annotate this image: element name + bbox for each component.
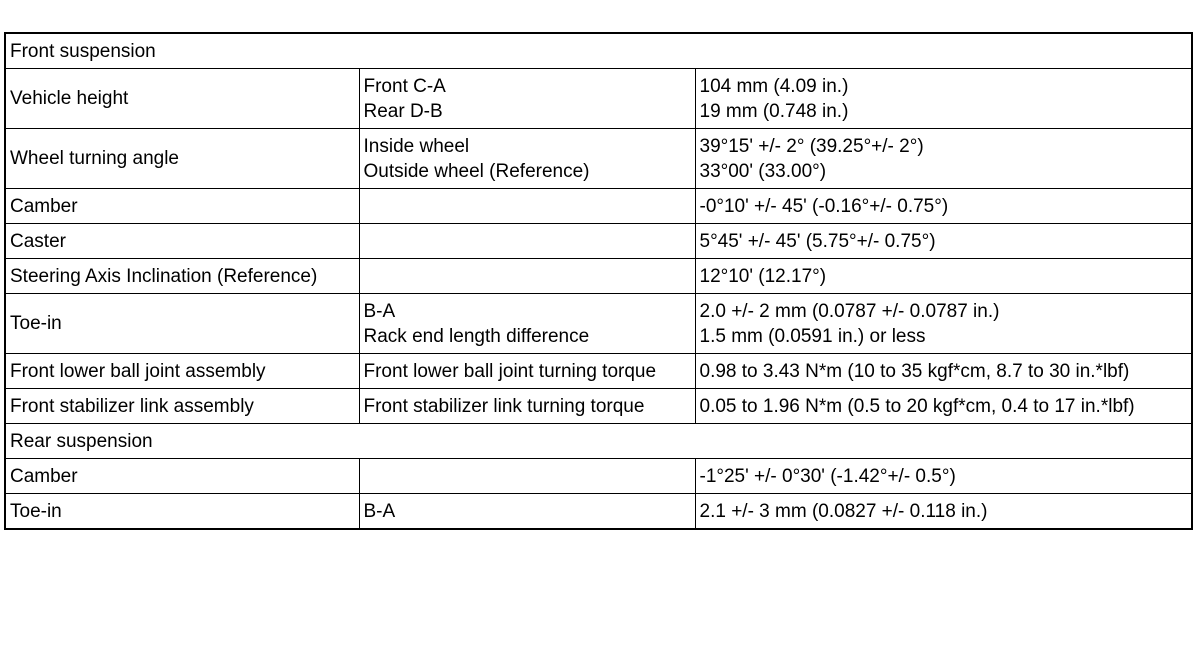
item-cell: Steering Axis Inclination (Reference) <box>5 259 359 294</box>
value-cell: 2.0 +/- 2 mm (0.0787 +/- 0.0787 in.) 1.5 mm (0.0591 in.) or less <box>695 294 1192 354</box>
table-row <box>5 354 1192 389</box>
condition-cell: B-A Rack end length difference <box>359 294 695 354</box>
condition-cell: B-A <box>359 494 695 530</box>
item-cell: Caster <box>5 224 359 259</box>
value-cell: 0.98 to 3.43 N*m (10 to 35 kgf*cm, 8.7 to 30 in.*lbf) <box>695 354 1192 389</box>
condition-cell: Front stabilizer link turning torque <box>359 389 695 424</box>
table-row <box>5 129 1192 189</box>
table-row <box>5 294 1192 354</box>
condition-cell: Front C-A Rear D-B <box>359 69 695 129</box>
value-cell: 104 mm (4.09 in.) 19 mm (0.748 in.) <box>695 69 1192 129</box>
value-cell: 5°45' +/- 45' (5.75°+/- 0.75°) <box>695 224 1192 259</box>
table-row <box>5 459 1192 494</box>
condition-cell <box>359 224 695 259</box>
condition-cell <box>359 189 695 224</box>
condition-cell <box>359 459 695 494</box>
value-cell: 12°10' (12.17°) <box>695 259 1192 294</box>
section-header-row <box>5 33 1192 69</box>
section-title: Rear suspension <box>5 424 1192 459</box>
section-title: Front suspension <box>5 33 1192 69</box>
condition-cell: Front lower ball joint turning torque <box>359 354 695 389</box>
value-cell: -1°25' +/- 0°30' (-1.42°+/- 0.5°) <box>695 459 1192 494</box>
table-row <box>5 189 1192 224</box>
section-header-row <box>5 424 1192 459</box>
condition-cell: Inside wheel Outside wheel (Reference) <box>359 129 695 189</box>
condition-cell <box>359 259 695 294</box>
table-row <box>5 69 1192 129</box>
value-cell: 2.1 +/- 3 mm (0.0827 +/- 0.118 in.) <box>695 494 1192 530</box>
value-cell: 39°15' +/- 2° (39.25°+/- 2°) 33°00' (33.00°) <box>695 129 1192 189</box>
item-cell: Front stabilizer link assembly <box>5 389 359 424</box>
item-cell: Vehicle height <box>5 69 359 129</box>
item-cell: Toe-in <box>5 294 359 354</box>
item-cell: Camber <box>5 459 359 494</box>
value-cell: -0°10' +/- 45' (-0.16°+/- 0.75°) <box>695 189 1192 224</box>
suspension-spec-table <box>4 32 1193 530</box>
item-cell: Toe-in <box>5 494 359 530</box>
value-cell: 0.05 to 1.96 N*m (0.5 to 20 kgf*cm, 0.4 to 17 in.*lbf) <box>695 389 1192 424</box>
table-row <box>5 259 1192 294</box>
item-cell: Camber <box>5 189 359 224</box>
table-row <box>5 389 1192 424</box>
table-row <box>5 224 1192 259</box>
item-cell: Front lower ball joint assembly <box>5 354 359 389</box>
table-row <box>5 494 1192 530</box>
item-cell: Wheel turning angle <box>5 129 359 189</box>
